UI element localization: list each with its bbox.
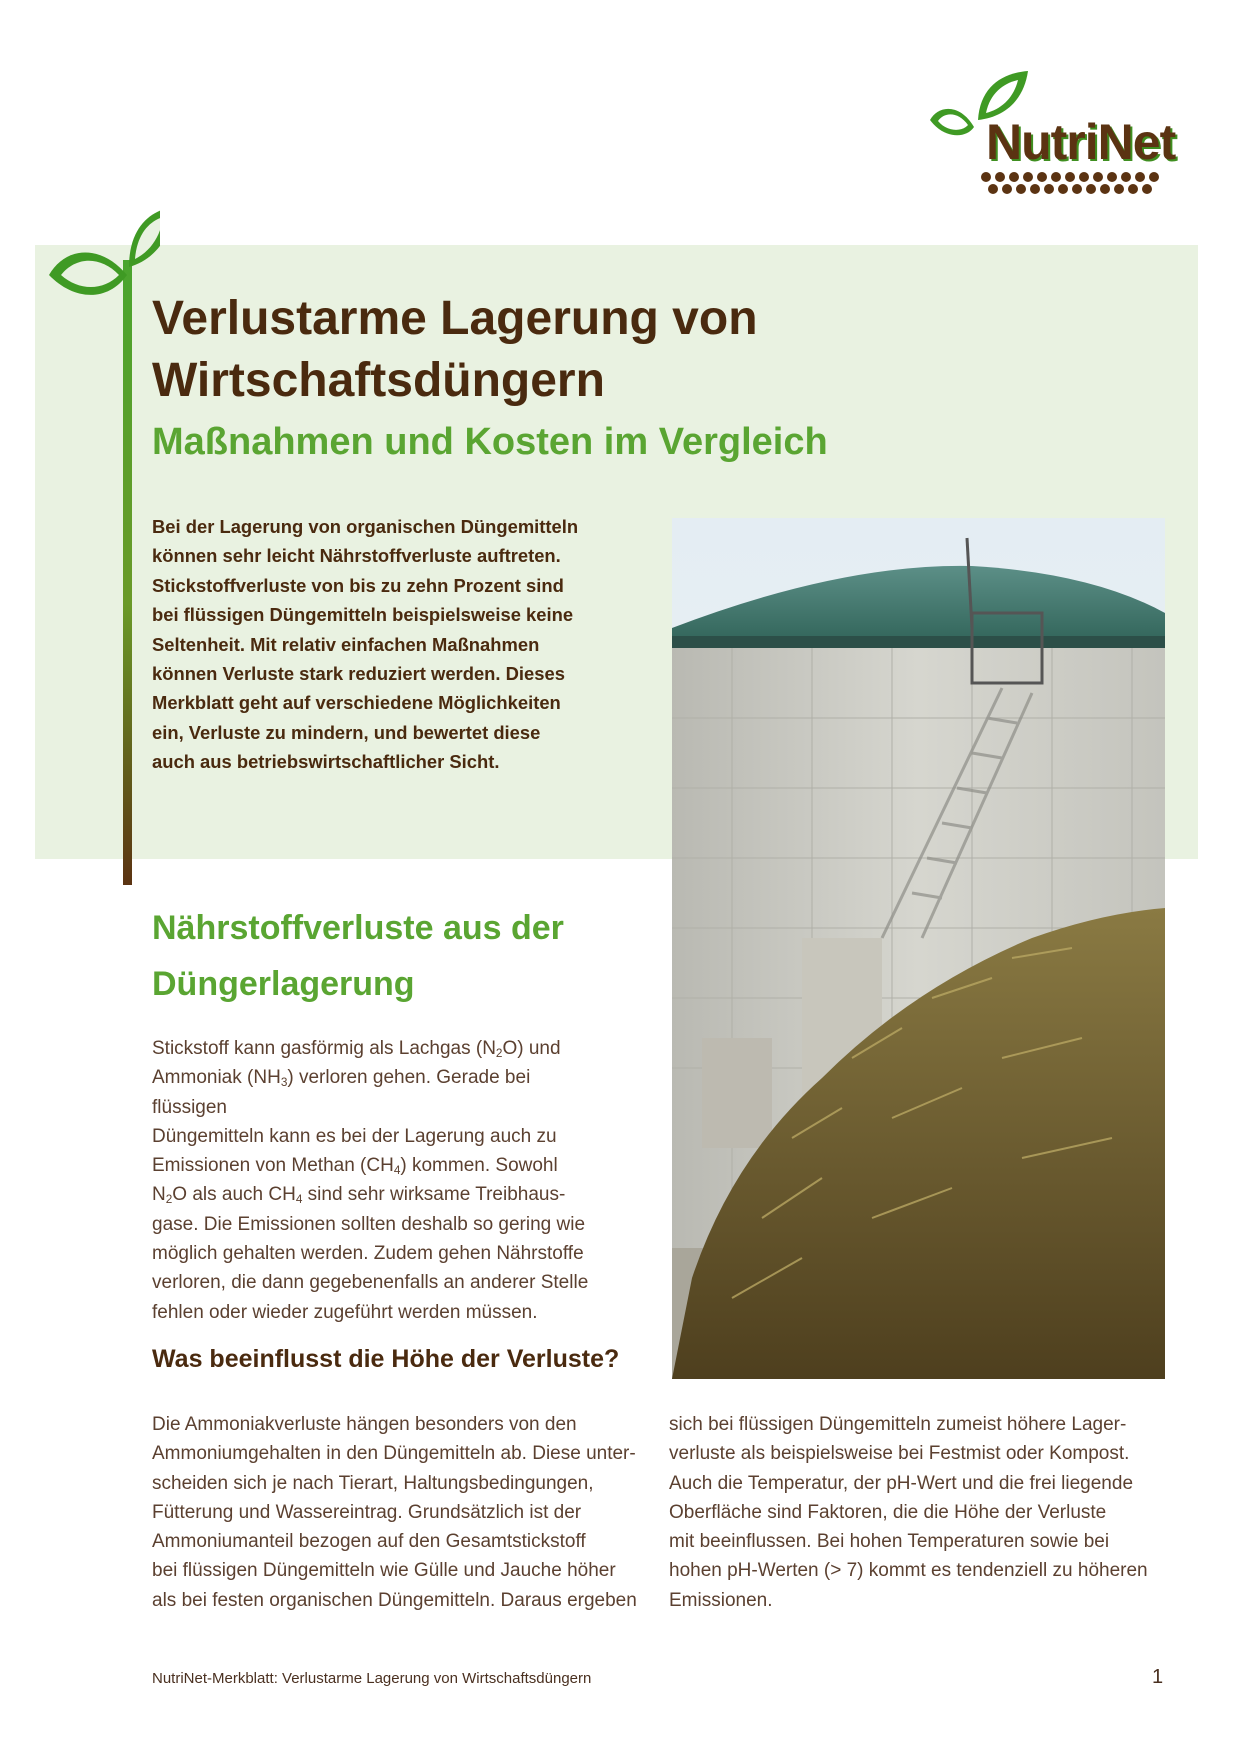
text-line: sich bei flüssigen Düngemitteln zumeist höhere Lager-: [669, 1414, 1127, 1435]
text-line: Oberfläche sind Faktoren, die die Höhe der Verluste: [669, 1501, 1107, 1523]
paragraph-ammoniak-col1: [152, 1410, 642, 1615]
title-line-1: Verlustarme Lagerung von: [152, 292, 758, 345]
text-line: mit beeinflussen. Bei hohen Temperaturen sowie bei: [669, 1531, 1110, 1553]
text-run: O als auch CH: [172, 1184, 296, 1206]
subscript: 4: [295, 1193, 303, 1207]
intro-line: bei flüssigen Düngemitteln beispielsweise keine: [152, 604, 574, 626]
title-line-2: Wirtschaftsdüngern: [152, 354, 605, 407]
section-heading-naehrstoffverluste: [152, 900, 564, 1012]
text-line: Ammoniumanteil bezogen auf den Gesamtstickstoff: [152, 1531, 586, 1553]
text-run: Stickstoff kann gasförmig als Lachgas (N: [152, 1038, 496, 1059]
text-line: Emissionen.: [669, 1589, 773, 1611]
photo-biogas-tank-manure-pile-icon: [672, 518, 1165, 1379]
text-line: bei flüssigen Düngemitteln wie Gülle und Jauche höher: [152, 1560, 616, 1582]
page-number: 1: [1152, 1666, 1164, 1688]
text-run: gase. Die Emissionen sollten deshalb so gering wie: [152, 1213, 586, 1235]
paragraph-ammoniak-col2: [669, 1410, 1149, 1615]
intro-line: auch aus betriebswirtschaftlicher Sicht.: [152, 751, 500, 773]
text-line: hohen pH-Werten (> 7) kommt es tendenziell zu höheren: [669, 1560, 1148, 1582]
nutrinet-logo: [930, 65, 1176, 200]
text-run: verloren, die dann gegebenenfalls an anderer Stelle: [152, 1272, 589, 1294]
text-run: Ammoniak (NH: [152, 1067, 281, 1089]
photo-biogas-tank: [672, 518, 1165, 1379]
intro-line: Merkblatt geht auf verschiedene Möglichkeiten: [152, 692, 561, 714]
subscript: 4: [393, 1164, 401, 1178]
text-run: sind sehr wirksame Treibhaus-: [302, 1184, 566, 1206]
page-title: [152, 288, 952, 412]
text-line: scheiden sich je nach Tierart, Haltungsbedingungen,: [152, 1472, 594, 1494]
text-line: Die Ammoniakverluste hängen besonders von den: [152, 1414, 577, 1435]
sprout-decoration-icon: [45, 205, 160, 890]
paragraph-stickstoff: [152, 1034, 592, 1327]
text-line: Ammoniumgehalten in den Düngemitteln ab. Diese unter-: [152, 1443, 636, 1465]
subscript: 2: [495, 1046, 503, 1060]
text-run: möglich gehalten werden. Zudem gehen Nährstoffe: [152, 1243, 584, 1265]
text-run: Düngemitteln kann es bei der Lagerung auch zu: [152, 1125, 557, 1147]
subheading-verluste: Was beeinflusst die Höhe der Verluste?: [152, 1345, 620, 1373]
text-line: verluste als beispielsweise bei Festmist oder Kompost.: [669, 1443, 1130, 1465]
text-run: fehlen oder wieder zugeführt werden müssen.: [152, 1301, 538, 1323]
text-line: Fütterung und Wassereintrag. Grundsätzlich ist der: [152, 1501, 582, 1523]
text-run: Emissionen von Methan (CH: [152, 1155, 394, 1177]
subscript: 3: [280, 1076, 288, 1090]
intro-line: Bei der Lagerung von organischen Düngemitteln: [152, 516, 579, 537]
footer-text: NutriNet-Merkblatt: Verlustarme Lagerung von Wirtschaftsdüngern: [152, 1670, 592, 1687]
intro-line: können sehr leicht Nährstoffverluste auftreten.: [152, 545, 561, 567]
text-line: Auch die Temperatur, der pH-Wert und die frei liegende: [669, 1472, 1134, 1494]
intro-line: ein, Verluste zu mindern, und bewertet diese: [152, 721, 541, 743]
intro-paragraph: [152, 512, 622, 777]
intro-line: Seltenheit. Mit relativ einfachen Maßnahmen: [152, 633, 540, 655]
logo-wordmark: NutriNet: [986, 114, 1176, 170]
page-subtitle: Maßnahmen und Kosten im Vergleich: [152, 421, 828, 463]
text-line: als bei festen organischen Düngemitteln. Daraus ergeben: [152, 1589, 637, 1611]
text-run: O) und: [502, 1038, 561, 1059]
text-run: ) verloren gehen. Gerade bei flüssigen: [152, 1067, 531, 1118]
section-heading-line: Düngerlagerung: [152, 965, 415, 1003]
section-heading-line: Nährstoffverluste aus der: [152, 909, 564, 947]
intro-line: Stickstoffverluste von bis zu zehn Prozent sind: [152, 574, 564, 596]
intro-line: können Verluste stark reduziert werden. Dieses: [152, 663, 565, 685]
text-run: ) kommen. Sowohl: [400, 1155, 558, 1177]
text-run: N: [152, 1184, 166, 1206]
subscript: 2: [165, 1193, 173, 1207]
